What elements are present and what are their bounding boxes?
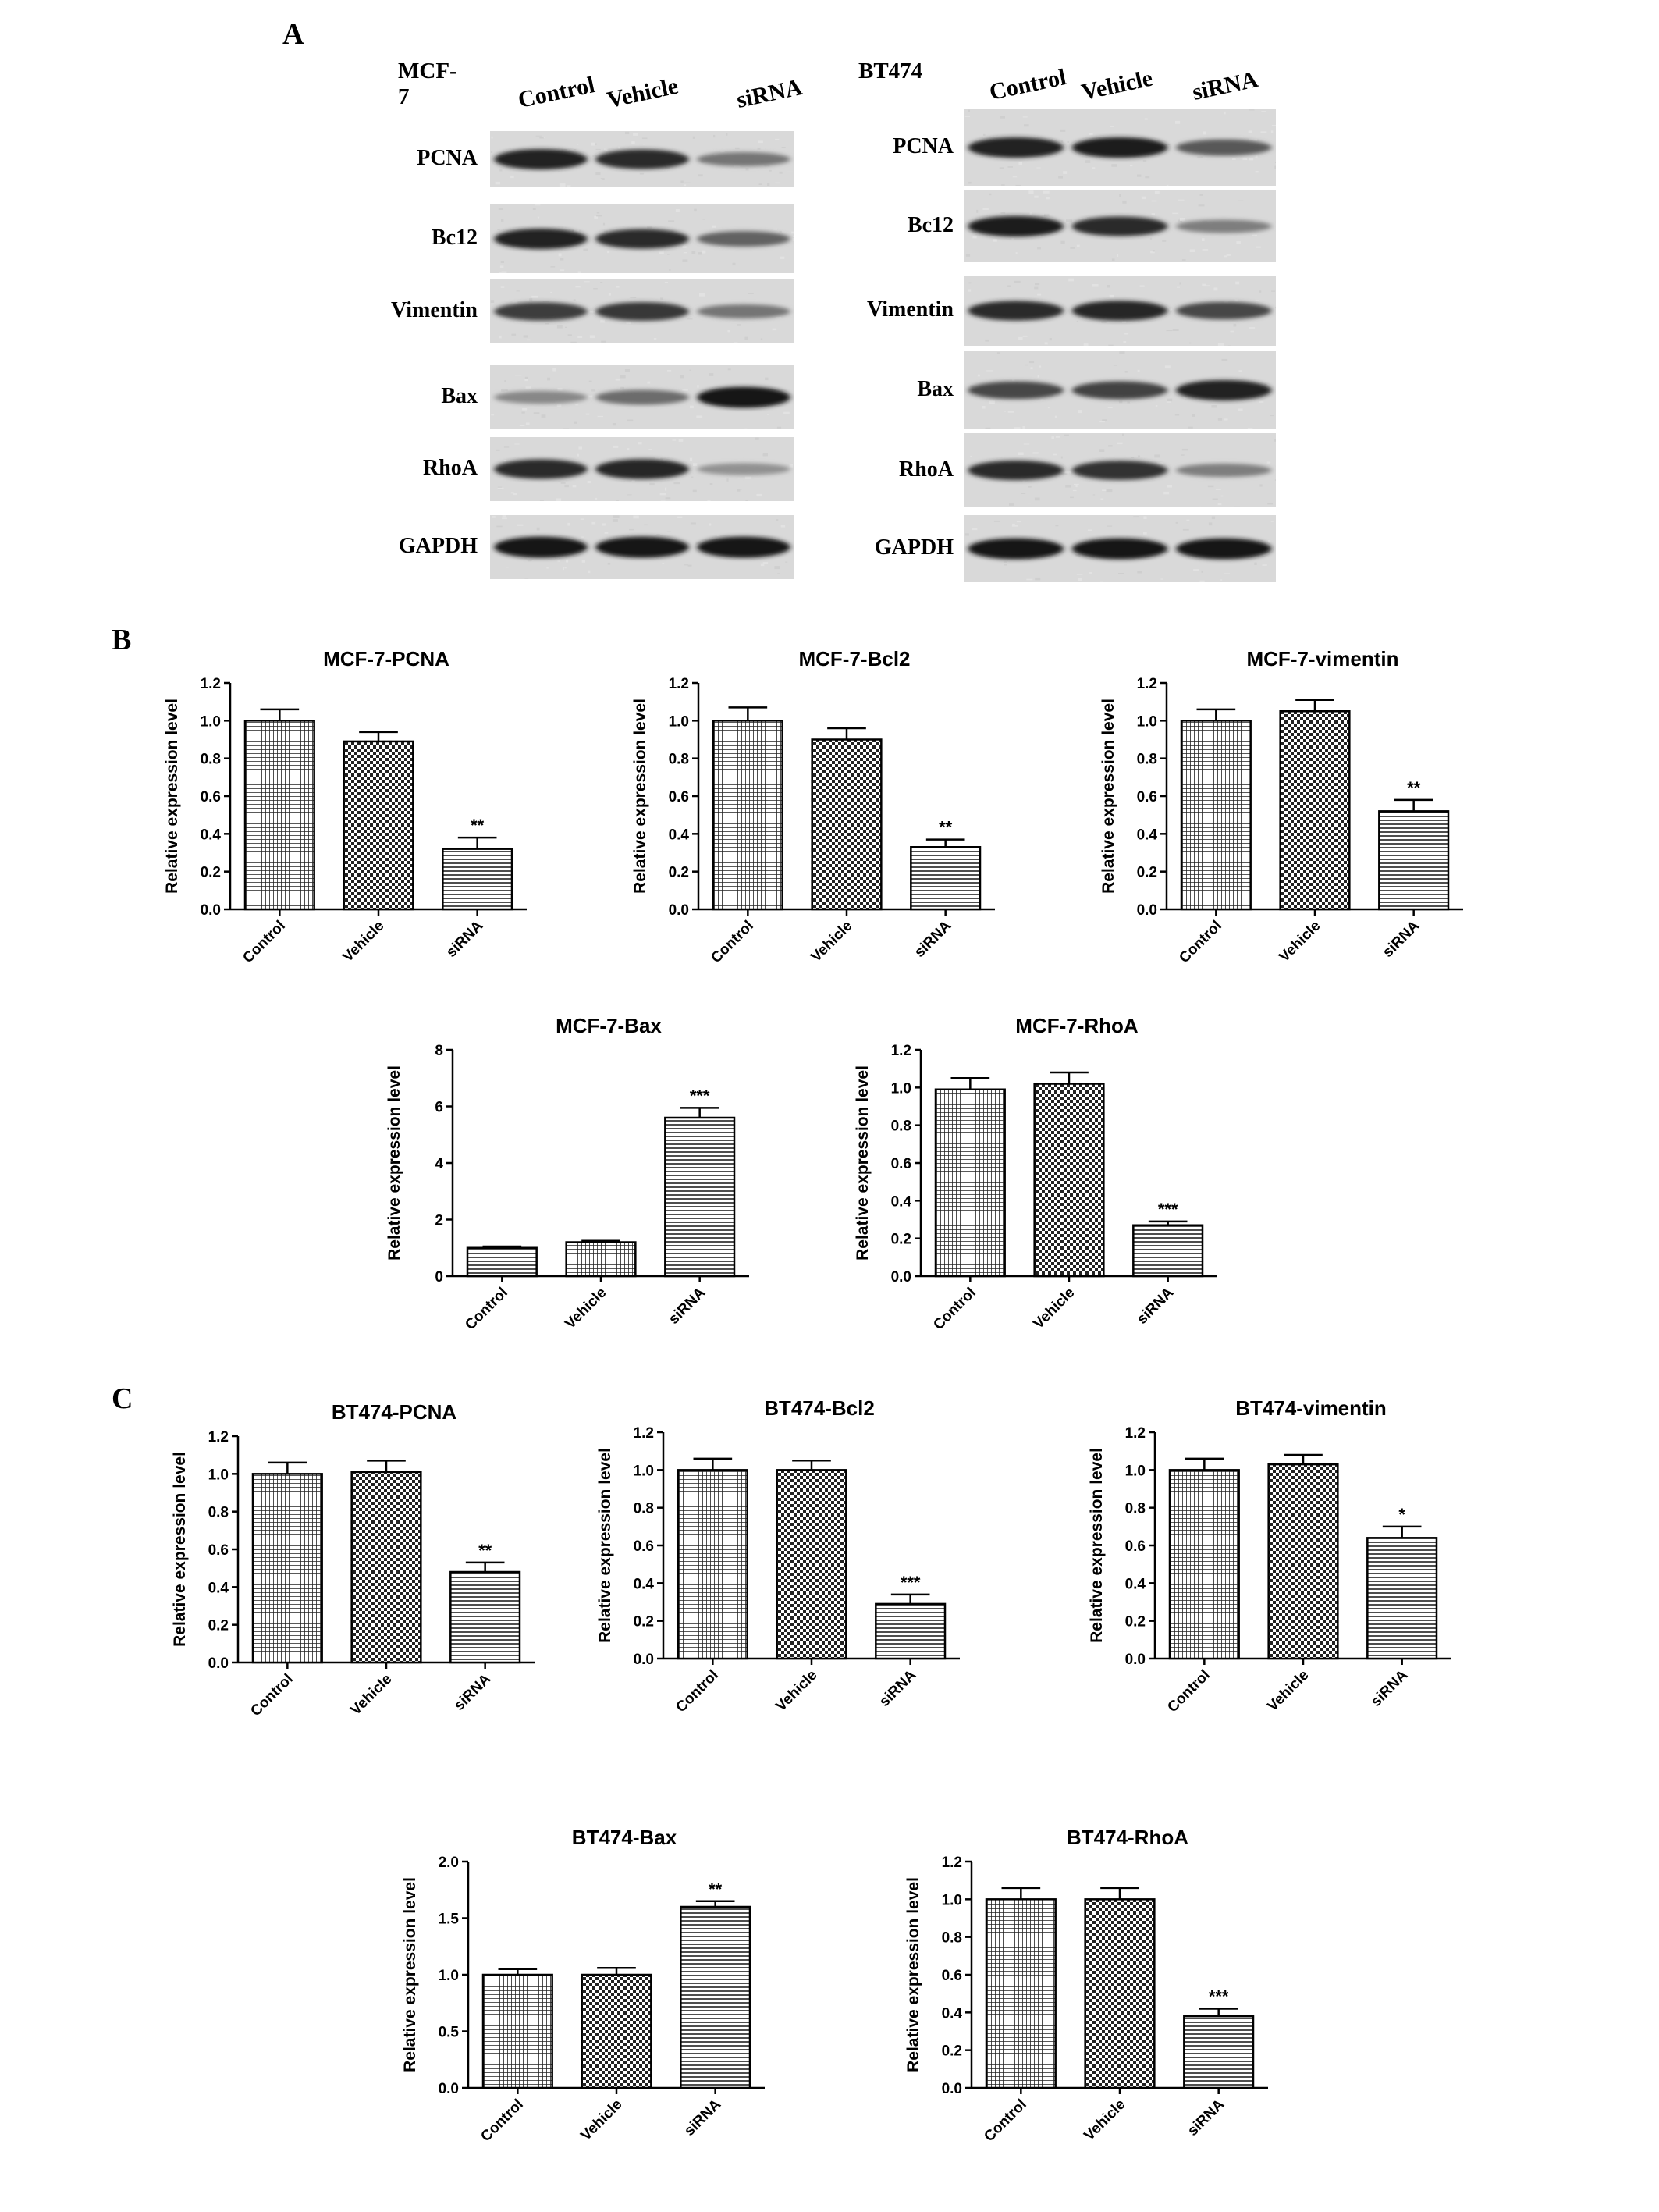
blot-band — [494, 149, 588, 169]
blot-strip — [490, 365, 794, 429]
y-axis-label: Relative expression level — [904, 1877, 922, 2072]
bar — [1281, 711, 1350, 909]
x-tick-label: Vehicle — [1081, 2096, 1129, 2144]
y-tick-label: 8 — [435, 1043, 443, 1059]
bar — [253, 1474, 322, 1663]
blot-band — [1072, 216, 1168, 236]
chart-mcf7-bcl2 — [616, 647, 1022, 980]
x-tick-label: siRNA — [911, 917, 955, 961]
blot-band — [1072, 539, 1168, 560]
x-tick-label: Vehicle — [1264, 1666, 1313, 1715]
bar — [1181, 720, 1251, 909]
cell-line-label: MCF-7 — [398, 59, 457, 109]
significance-mark: * — [1398, 1504, 1405, 1524]
x-tick-label: Vehicle — [347, 1670, 396, 1719]
blot-band — [595, 229, 689, 248]
y-tick-label: 1.2 — [941, 1855, 962, 1871]
y-tick-label: 0.2 — [1124, 1613, 1146, 1631]
blot-band — [494, 302, 588, 321]
x-tick-label: siRNA — [1368, 1666, 1412, 1710]
blot-strip — [490, 437, 794, 501]
bar — [936, 1090, 1005, 1276]
chart-title: BT474-Bcl2 — [764, 1396, 875, 1420]
y-tick-label: 0.2 — [633, 1613, 654, 1631]
bar — [1133, 1225, 1203, 1276]
y-tick-label: 1.2 — [633, 1425, 654, 1442]
blot-band — [968, 216, 1064, 237]
x-tick-label: siRNA — [1380, 917, 1423, 961]
panel-letter-b: B — [112, 624, 132, 656]
blot-strip — [964, 351, 1276, 429]
x-tick-label: Vehicle — [562, 1284, 610, 1332]
bar — [245, 720, 314, 909]
y-tick-label: 0.8 — [200, 751, 221, 768]
bar — [1367, 1538, 1437, 1659]
significance-mark: *** — [1208, 1986, 1229, 2007]
bar — [986, 1899, 1056, 2088]
chart-title: MCF-7-RhoA — [1015, 1014, 1139, 1037]
significance-mark: *** — [1157, 1199, 1178, 1219]
x-tick-label: Control — [981, 2096, 1030, 2146]
chart-svg — [890, 1826, 1295, 2158]
panel-letter-c: C — [112, 1382, 133, 1415]
y-tick-label: 4 — [435, 1156, 443, 1172]
blot-band — [1176, 464, 1272, 477]
x-tick-label: Control — [1164, 1666, 1213, 1716]
y-tick-label: 1.0 — [1136, 713, 1157, 731]
y-tick-label: 0.0 — [633, 1652, 654, 1668]
y-tick-label: 1.2 — [208, 1429, 229, 1446]
blot-strip — [964, 276, 1276, 346]
blot-band — [1176, 539, 1272, 560]
x-tick-label: siRNA — [666, 1284, 709, 1328]
bar — [1269, 1464, 1338, 1659]
y-tick-label: 1.2 — [668, 676, 689, 692]
y-tick-label: 0.6 — [668, 789, 689, 805]
x-tick-label: Control — [478, 2096, 527, 2146]
blot-strip — [490, 131, 794, 187]
y-tick-label: 0.2 — [890, 1231, 911, 1248]
blot-band — [595, 459, 689, 479]
bar — [911, 847, 980, 909]
y-tick-label: 0.4 — [941, 2005, 962, 2022]
protein-label: PCNA — [417, 146, 478, 170]
y-tick-label: 1.0 — [200, 713, 221, 731]
bar — [713, 720, 783, 909]
blot-strip — [964, 190, 1276, 262]
y-tick-label: 0.2 — [941, 2043, 962, 2060]
y-axis-label: Relative expression level — [163, 699, 181, 894]
chart-svg — [616, 647, 1022, 980]
bar — [1379, 811, 1448, 909]
blot-strip — [964, 433, 1276, 507]
y-tick-label: 0.4 — [890, 1193, 911, 1211]
y-axis-label: Relative expression level — [171, 1452, 189, 1647]
x-tick-label: siRNA — [451, 1670, 495, 1714]
protein-label: GAPDH — [874, 535, 954, 560]
blot-band — [1176, 219, 1272, 233]
x-tick-label: Vehicle — [339, 917, 388, 966]
blot-band — [968, 382, 1064, 400]
y-tick-label: 0.6 — [890, 1156, 911, 1172]
significance-mark: *** — [689, 1086, 710, 1106]
protein-label: RhoA — [898, 457, 954, 482]
y-tick-label: 1.0 — [668, 713, 689, 731]
blot-strip — [964, 515, 1276, 582]
y-tick-label: 0.8 — [1124, 1500, 1146, 1517]
protein-label: Bc12 — [907, 213, 954, 237]
y-tick-label: 0.0 — [208, 1655, 229, 1672]
y-axis-label: Relative expression level — [385, 1065, 403, 1261]
blot-band — [595, 302, 689, 321]
y-axis-label: Relative expression level — [401, 1877, 419, 2072]
x-tick-label: Control — [247, 1670, 297, 1720]
y-tick-label: 0.4 — [633, 1576, 654, 1593]
blot-strip — [490, 204, 794, 273]
lane-label: Control — [515, 72, 598, 114]
bar — [812, 740, 882, 910]
y-tick-label: 1.5 — [438, 1911, 459, 1928]
y-axis-label: Relative expression level — [596, 1448, 614, 1643]
y-axis-label: Relative expression level — [1088, 1448, 1106, 1643]
bar — [483, 1975, 552, 2088]
y-tick-label: 1.0 — [890, 1080, 911, 1097]
chart-svg — [581, 1396, 987, 1729]
x-tick-label: Control — [240, 917, 289, 967]
y-tick-label: 2 — [435, 1212, 443, 1229]
y-tick-label: 0.8 — [941, 1929, 962, 1947]
protein-label: Bax — [917, 377, 954, 401]
bar — [1170, 1470, 1239, 1659]
y-tick-label: 0.0 — [1136, 902, 1157, 919]
blot-band — [697, 231, 790, 247]
y-tick-label: 1.2 — [890, 1043, 911, 1059]
protein-label: GAPDH — [398, 534, 478, 558]
y-tick-label: 0.6 — [200, 789, 221, 805]
chart-bt474-pcna — [156, 1400, 562, 1733]
y-tick-label: 1.0 — [633, 1463, 654, 1480]
y-tick-label: 1.2 — [1124, 1425, 1146, 1442]
significance-mark: ** — [478, 1540, 492, 1560]
x-tick-label: Control — [1176, 917, 1225, 967]
blot-strip — [964, 109, 1276, 186]
lane-label: siRNA — [734, 74, 805, 114]
blot-band — [968, 539, 1064, 560]
lane-label: siRNA — [1189, 66, 1260, 106]
x-tick-label: Vehicle — [808, 917, 856, 966]
x-tick-label: Control — [673, 1666, 722, 1716]
x-tick-label: Vehicle — [1030, 1284, 1078, 1332]
chart-svg — [1085, 647, 1490, 980]
blot-band — [697, 537, 790, 558]
bar — [678, 1470, 748, 1659]
y-tick-label: 0.0 — [668, 902, 689, 919]
chart-bt474-vimentin — [1073, 1396, 1479, 1729]
blot-band — [697, 387, 790, 408]
y-tick-label: 0.4 — [200, 827, 221, 844]
bar — [1035, 1084, 1104, 1277]
chart-title: BT474-vimentin — [1235, 1396, 1387, 1420]
y-tick-label: 0.6 — [208, 1542, 229, 1559]
blot-band — [968, 137, 1064, 158]
y-tick-label: 2.0 — [438, 1855, 459, 1871]
chart-mcf7-pcna — [148, 647, 554, 980]
blot-band — [697, 152, 790, 166]
y-tick-label: 0.8 — [208, 1504, 229, 1521]
blot-band — [697, 304, 790, 318]
bar — [1184, 2016, 1253, 2088]
y-tick-label: 1.0 — [208, 1467, 229, 1484]
protein-label: RhoA — [422, 456, 478, 480]
blot-band — [494, 229, 588, 249]
blot-band — [1176, 380, 1272, 400]
y-axis-label: Relative expression level — [1099, 699, 1117, 894]
chart-bt474-bax — [386, 1826, 792, 2158]
blot-band — [968, 301, 1064, 320]
chart-title: BT474-RhoA — [1066, 1826, 1189, 1849]
bar — [344, 741, 414, 909]
y-tick-label: 0.4 — [1136, 827, 1157, 844]
blot-strip — [490, 279, 794, 343]
y-tick-label: 0 — [435, 1269, 443, 1286]
y-tick-label: 0.5 — [438, 2024, 459, 2041]
bar — [352, 1472, 421, 1663]
x-tick-label: siRNA — [681, 2096, 725, 2139]
y-axis-label: Relative expression level — [854, 1065, 872, 1261]
y-tick-label: 1.0 — [941, 1892, 962, 1909]
blot-band — [595, 149, 689, 169]
y-tick-label: 0.6 — [1124, 1538, 1146, 1555]
chart-title: BT474-PCNA — [331, 1400, 457, 1424]
y-tick-label: 0.0 — [200, 902, 221, 919]
x-tick-label: Control — [462, 1284, 511, 1334]
x-tick-label: siRNA — [876, 1666, 920, 1710]
y-tick-label: 0.6 — [1136, 789, 1157, 805]
blot-band — [697, 463, 790, 475]
y-tick-label: 1.2 — [1136, 676, 1157, 692]
blot-band — [595, 390, 689, 405]
y-tick-label: 0.2 — [208, 1617, 229, 1634]
blot-band — [1072, 382, 1168, 400]
lane-label: Vehicle — [1078, 65, 1155, 106]
panel-letter-a: A — [282, 18, 304, 51]
y-tick-label: 1.0 — [1124, 1463, 1146, 1480]
protein-label: Bc12 — [431, 226, 478, 250]
blot-band — [1072, 301, 1168, 321]
y-tick-label: 0.6 — [941, 1968, 962, 1984]
protein-label: Bax — [441, 384, 478, 408]
y-tick-label: 0.8 — [633, 1500, 654, 1517]
y-tick-label: 0.4 — [208, 1580, 229, 1597]
blot-band — [1072, 461, 1168, 480]
x-tick-label: siRNA — [1185, 2096, 1228, 2139]
x-tick-label: siRNA — [443, 917, 487, 961]
blot-band — [494, 459, 588, 478]
chart-title: MCF-7-Bcl2 — [798, 647, 911, 670]
y-tick-label: 0.8 — [668, 751, 689, 768]
y-tick-label: 0.2 — [200, 864, 221, 881]
y-tick-label: 0.0 — [890, 1269, 911, 1286]
bar — [442, 849, 512, 909]
y-tick-label: 1.2 — [200, 676, 221, 692]
x-tick-label: siRNA — [1134, 1284, 1178, 1328]
chart-bt474-bcl2 — [581, 1396, 987, 1729]
x-tick-label: Vehicle — [1276, 917, 1324, 966]
significance-mark: ** — [1407, 777, 1421, 798]
chart-title: MCF-7-Bax — [556, 1014, 662, 1037]
significance-mark: *** — [900, 1572, 921, 1592]
y-tick-label: 0.2 — [1136, 864, 1157, 881]
bar — [777, 1470, 847, 1659]
chart-title: MCF-7-PCNA — [323, 647, 449, 670]
blot-strip — [490, 515, 794, 579]
bar — [467, 1248, 537, 1276]
y-tick-label: 0.2 — [668, 864, 689, 881]
blot-band — [494, 537, 588, 558]
significance-mark: ** — [709, 1879, 723, 1899]
bar — [567, 1243, 636, 1277]
chart-svg — [156, 1400, 562, 1733]
blot-band — [1072, 137, 1168, 158]
significance-mark: ** — [939, 817, 953, 838]
bar — [1085, 1899, 1155, 2088]
chart-bt474-rhoa — [890, 1826, 1295, 2158]
x-tick-label: Vehicle — [577, 2096, 626, 2144]
blot-band — [595, 537, 689, 558]
x-tick-label: Control — [708, 917, 757, 967]
chart-svg — [371, 1014, 776, 1346]
chart-svg — [148, 647, 554, 980]
chart-svg — [386, 1826, 792, 2158]
bar — [665, 1118, 734, 1276]
chart-mcf7-bax — [371, 1014, 776, 1346]
chart-svg — [1073, 1396, 1479, 1729]
significance-mark: ** — [471, 816, 485, 836]
lane-label: Control — [986, 64, 1069, 106]
y-axis-label: Relative expression level — [631, 699, 649, 894]
y-tick-label: 0.6 — [633, 1538, 654, 1555]
bar — [680, 1907, 750, 2088]
y-tick-label: 0.8 — [890, 1118, 911, 1135]
x-tick-label: Control — [930, 1284, 979, 1334]
cell-line-label: BT474 — [858, 59, 923, 84]
bar — [582, 1975, 652, 2088]
y-tick-label: 6 — [435, 1099, 443, 1116]
protein-label: Vimentin — [867, 297, 954, 322]
y-tick-label: 0.4 — [1124, 1576, 1146, 1593]
y-tick-label: 0.0 — [941, 2081, 962, 2097]
y-tick-label: 0.0 — [438, 2081, 459, 2097]
y-tick-label: 0.8 — [1136, 751, 1157, 768]
lane-label: Vehicle — [604, 73, 680, 114]
blot-band — [968, 461, 1064, 480]
blot-band — [1176, 302, 1272, 320]
blot-band — [494, 391, 588, 404]
chart-mcf7-vimentin — [1085, 647, 1490, 980]
protein-label: Vimentin — [391, 298, 478, 322]
y-tick-label: 1.0 — [438, 1968, 459, 1984]
protein-label: PCNA — [893, 134, 954, 158]
chart-title: MCF-7-vimentin — [1246, 647, 1399, 670]
chart-title: BT474-Bax — [571, 1826, 677, 1849]
chart-svg — [839, 1014, 1245, 1346]
y-tick-label: 0.4 — [668, 827, 689, 844]
bar — [876, 1604, 945, 1659]
blot-band — [1176, 140, 1272, 156]
y-tick-label: 0.0 — [1124, 1652, 1146, 1668]
chart-mcf7-rhoa — [839, 1014, 1245, 1346]
bar — [450, 1572, 520, 1663]
x-tick-label: Vehicle — [773, 1666, 821, 1715]
